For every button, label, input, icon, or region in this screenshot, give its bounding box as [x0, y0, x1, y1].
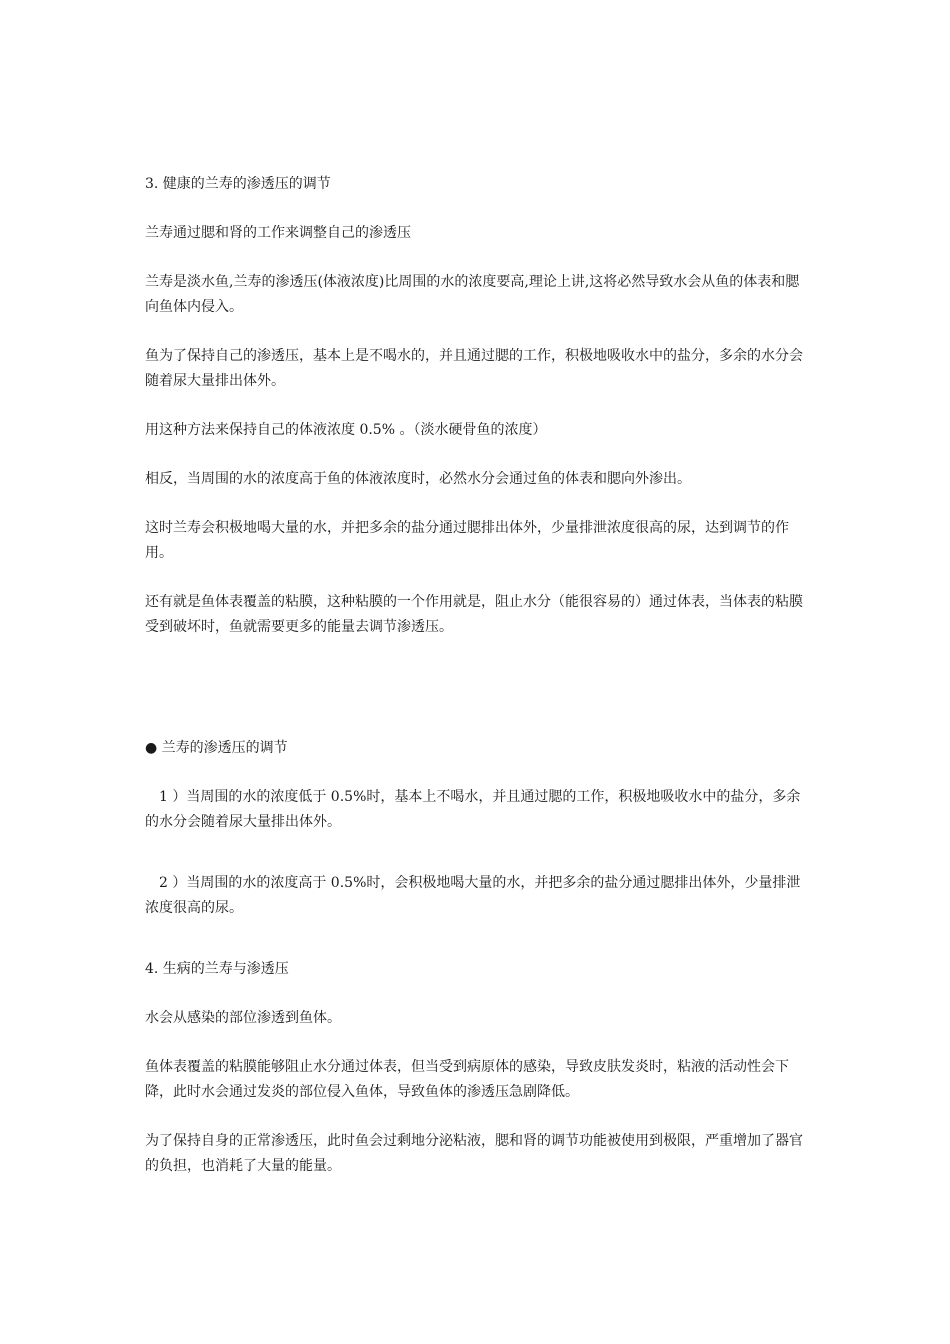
paragraph: 这时兰寿会积极地喝大量的水，并把多余的盐分通过腮排出体外，少量排泄浓度很高的尿，达到调节的作用。 — [145, 520, 789, 561]
paragraph: 为了保持自身的正常渗透压，此时鱼会过剩地分泌粘液，腮和肾的调节功能被使用到极限，严重增加了器官的负担，也消耗了大量的能量。 — [145, 1133, 803, 1174]
document-body — [145, 172, 810, 1179]
list-item: 1 ）当周围的水的浓度低于 0.5%时，基本上不喝水，并且通过腮的工作，积极地吸收水中的盐分，多余的水分会随着尿大量排出体外。 — [145, 789, 801, 830]
list-item: 2 ）当周围的水的浓度高于 0.5%时，会积极地喝大量的水，并把多余的盐分通过腮排出体外，少量排泄浓度很高的尿。 — [145, 875, 801, 916]
paragraph: 用这种方法来保持自己的体液浓度 0.5% 。（淡水硬骨鱼的浓度） — [145, 422, 547, 438]
paragraph: 兰寿是淡水鱼,兰寿的渗透压(体液浓度)比周围的水的浓度要高,理论上讲,这将必然导致水会从鱼的体表和腮向鱼体内侵入。 — [145, 274, 800, 315]
paragraph: 水会从感染的部位渗透到鱼体。 — [145, 1010, 341, 1026]
paragraph: 鱼为了保持自己的渗透压，基本上是不喝水的，并且通过腮的工作，积极地吸收水中的盐分，多余的水分会随着尿大量排出体外。 — [145, 348, 803, 389]
paragraph: 相反，当周围的水的浓度高于鱼的体液浓度时，必然水分会通过鱼的体表和腮向外渗出。 — [145, 471, 691, 487]
paragraph: 鱼体表覆盖的粘膜能够阻止水分通过体表，但当受到病原体的感染，导致皮肤发炎时，粘液的活动性会下降，此时水会通过发炎的部位侵入鱼体，导致鱼体的渗透压急剧降低。 — [145, 1059, 789, 1100]
paragraph: 兰寿通过腮和肾的工作来调整自己的渗透压 — [145, 225, 411, 241]
bullet-heading: ● 兰寿的渗透压的调节 — [145, 740, 288, 756]
paragraph: 还有就是鱼体表覆盖的粘膜，这种粘膜的一个作用就是，阻止水分（能很容易的）通过体表，当体表的粘膜受到破坏时，鱼就需要更多的能量去调节渗透压。 — [145, 594, 803, 635]
section-3-title: 3. 健康的兰寿的渗透压的调节 — [145, 176, 331, 192]
section-4-title: 4. 生病的兰寿与渗透压 — [145, 961, 289, 977]
